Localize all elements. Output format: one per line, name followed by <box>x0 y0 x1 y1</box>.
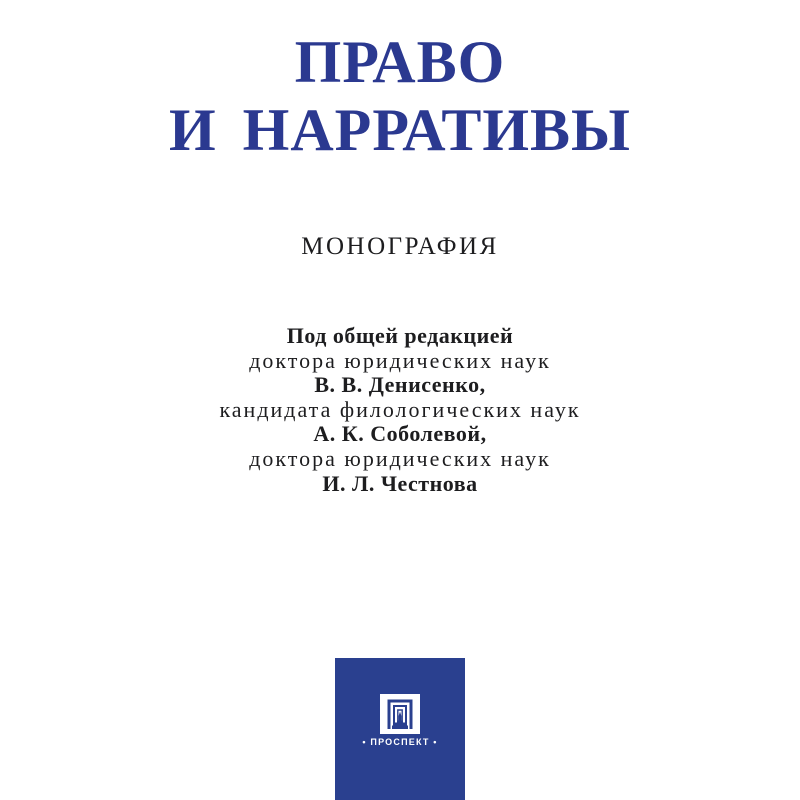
publisher-name: • ПРОСПЕКТ • <box>362 737 438 747</box>
book-title <box>0 28 800 164</box>
editor-degree-2: кандидата филологических наук <box>219 396 581 422</box>
editors-heading: Под общей редакцией <box>286 323 514 348</box>
editor-name-1: В. В. Денисенко, <box>314 372 486 398</box>
book-title-line-1: ПРАВО <box>294 29 506 95</box>
editors-block <box>0 324 800 496</box>
editor-name-2: А. К. Соболевой, <box>313 421 487 447</box>
editor-degree-1: доктора юридических наук <box>249 347 551 373</box>
editor-name-3: И. Л. Честнова <box>322 470 478 496</box>
publisher-logo <box>335 658 465 800</box>
prospekt-emblem-icon <box>380 694 420 734</box>
book-subtitle: МОНОГРАФИЯ <box>301 233 499 260</box>
book-title-line-2: И НАРРАТИВЫ <box>169 97 631 163</box>
editor-degree-3: доктора юридических наук <box>249 445 551 471</box>
